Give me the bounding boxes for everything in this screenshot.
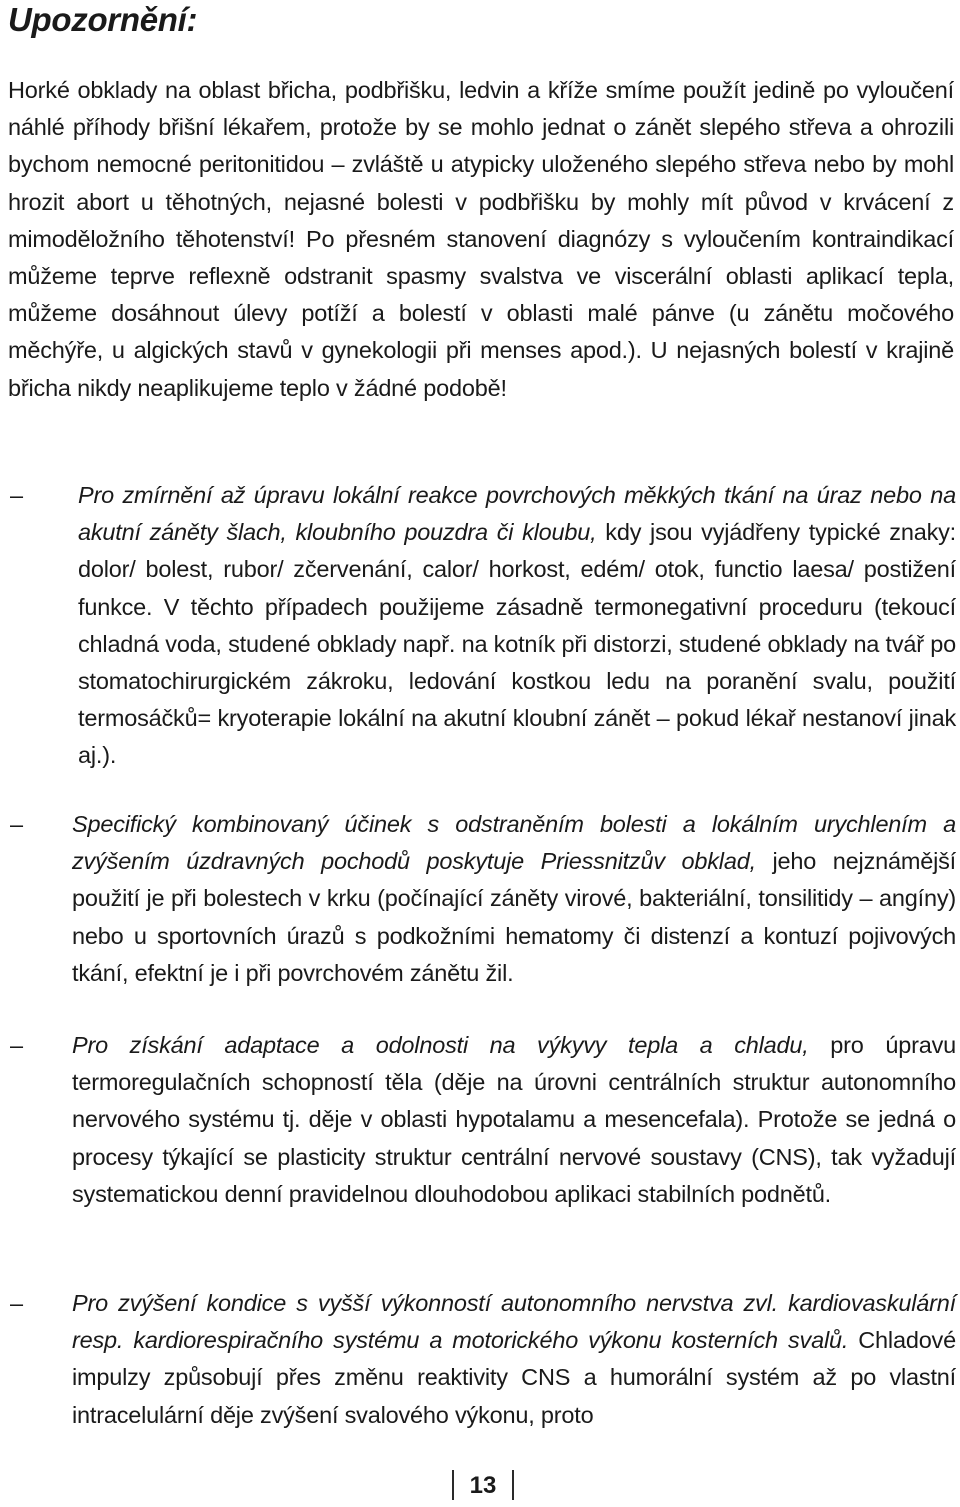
list-item-body: Chladové impulzy způsobují přes změnu reaktivity CNS a humorální systém až po vlastní intracelulární děje zvýšení svalového výkonu, proto xyxy=(72,1327,956,1428)
list-dash: – xyxy=(10,1290,24,1316)
list-item-body: jeho nejznámější použití je při bolestech v krku (počínající záněty virové, bakteriální, tonsilitidy – angíny) nebo u sportovních úrazů s podkožními hematomy či distenzí a kontuzí pojivových tkání, efektní je i při povrchovém zánětu žil. xyxy=(72,848,957,986)
intro-paragraph: Horké obklady na oblast břicha, podbřišku, ledvin a kříže smíme použít jedině po vyloučení náhlé příhody břišní lékařem, protože by se mohlo jednat o zánět slepého střeva a ohrozili bychom nemocné peritonitidou – zvláště u atypicky uloženého slepého střeva nebo by mohl hrozit abort u těhotných, nejasné bolesti v podbřišku by mohly mít původ v krvácení z mimoděložního těhotenství! Po přesném stanovení diagnózy s vyloučením kontraindikací můžeme teprve reflexně odstranit spasmy svalstva ve viscerální oblasti aplikací tepla, můžeme dosáhnout úlevy potíží a bolestí v oblasti malé pánve (u zánětu močového měchýře, u algických stavů v gynekologii při menses apod.). U nejasných bolestí v krajině břicha nikdy neaplikujeme teplo v žádné podobě! xyxy=(8,77,954,401)
list-item-injury xyxy=(78,477,956,775)
warning-heading: Upozornění: xyxy=(8,1,198,38)
page-footer xyxy=(0,1468,960,1504)
list-dash: – xyxy=(10,1032,24,1058)
list-item-lead: Pro zvýšení kondice s vyšší výkonností autonomního nervstva zvl. kardiovaskulární resp. kardiorespiračního systému a motorického výkonu kosterních svalů. xyxy=(72,1290,956,1354)
list-item-lead: Pro získání adaptace a odolnosti na výkyvy tepla a chladu, xyxy=(72,1032,809,1058)
list-item-priessnitz xyxy=(72,806,956,992)
list-item-body: kdy jsou vyjádřeny typické znaky: dolor/ bolest, rubor/ zčervenání, calor/ horkost, edém/ otok, functio laesa/ postižení funkce. V těchto případech použijeme zásadně termonegativní proceduru (tekoucí chladná voda, studené obklady např. na kotník při distorzi, studené obklady na tvář po stomatochirurgickém zákroku, ledování kostkou ledu na poranění svalu, použití termosáčků= kryoterapie lokální na akutní kloubní zánět – pokud lékař nestanoví jinak aj.). xyxy=(78,519,956,769)
page-number-right-bar xyxy=(512,1470,514,1500)
list-item-condition xyxy=(72,1285,956,1434)
list-dash: – xyxy=(10,482,24,508)
list-item-lead: Specifický kombinovaný účinek s odstraněním bolesti a lokálním urychlením a zvýšením úzdravných pochodů poskytuje Priessnitzův obklad, xyxy=(72,811,956,875)
list-dash: – xyxy=(10,811,24,837)
list-item-body: pro úpravu termoregulačních schopností těla (děje na úrovni centrálních struktur autonomního nervového systému tj. děje v oblasti hypotalamu a mesencefala). Protože se jedná o procesy týkající se plasticity struktur centrální nervové soustavy (CNS), tak vyžadují systematickou denní pravidelnou dlouhodobou aplikaci stabilních podnětů. xyxy=(72,1032,956,1207)
list-item-lead: Pro zmírnění až úpravu lokální reakce povrchových měkkých tkání na úraz nebo na akutní záněty šlach, kloubního pouzdra či kloubu, xyxy=(78,482,956,546)
page-number: 13 xyxy=(469,1472,497,1499)
list-item-adaptation xyxy=(72,1027,956,1213)
